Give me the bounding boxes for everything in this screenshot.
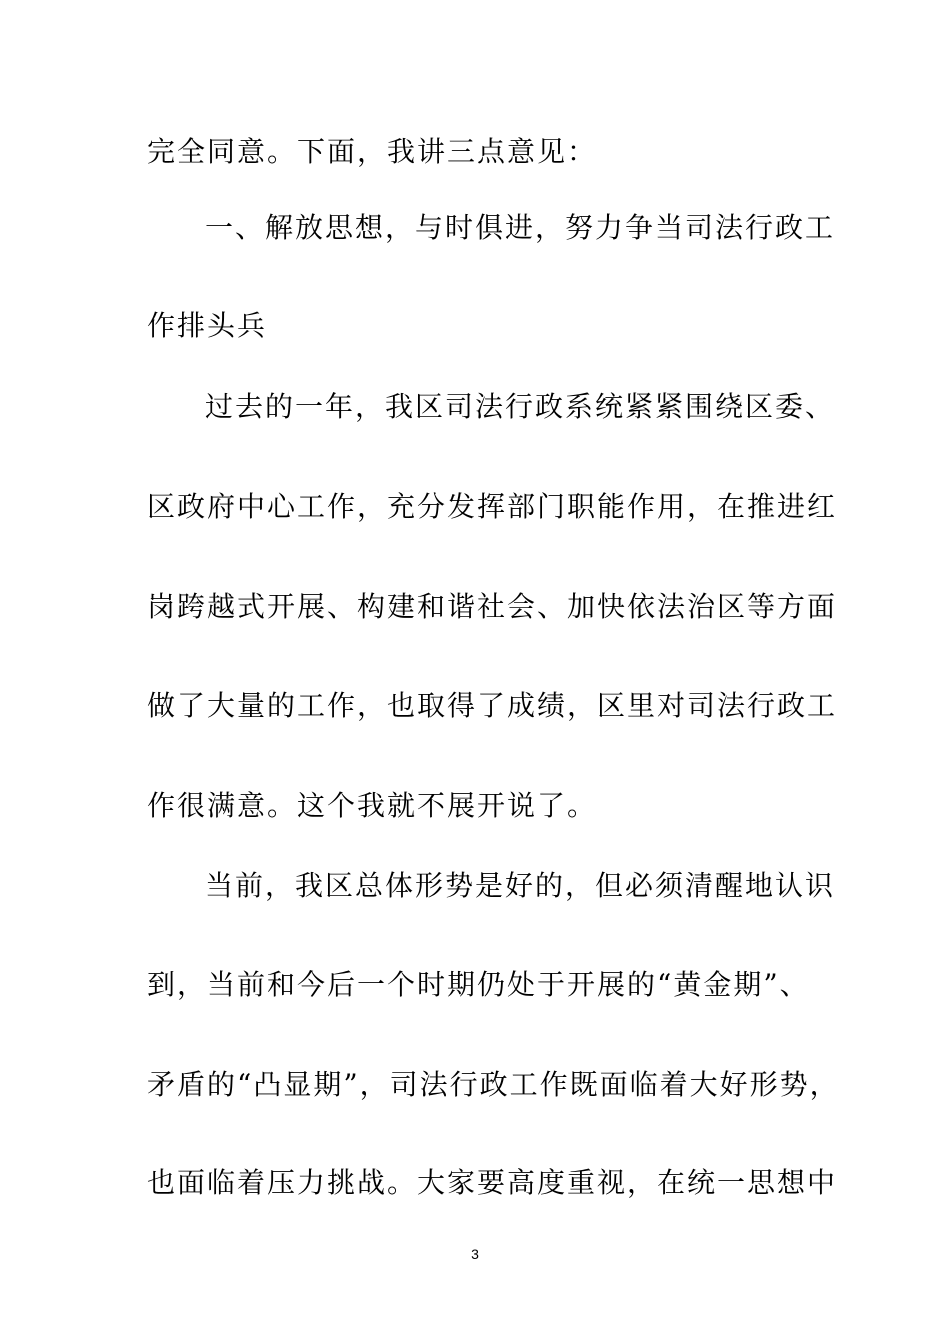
text-line-11: 矛盾的“凸显期”，司法行政工作既面临着大好形势， bbox=[147, 1068, 840, 1101]
text-line-8: 作很满意。这个我就不展开说了。 bbox=[147, 789, 598, 822]
section-heading-line-1: 一、解放思想，与时俱进，努力争当司法行政工 bbox=[205, 211, 836, 244]
text-line-9: 当前，我区总体形势是好的，但必须清醒地认识 bbox=[205, 869, 836, 902]
text-line-12: 也面临着压力挑战。大家要高度重视，在统一思想中 bbox=[147, 1166, 838, 1199]
section-heading-line-2: 作排头兵 bbox=[147, 309, 268, 342]
text-line-5: 区政府中心工作，充分发挥部门职能作用，在推进红 bbox=[147, 490, 838, 523]
text-line-7: 做了大量的工作，也取得了成绩，区里对司法行政工 bbox=[147, 689, 838, 722]
text-line-6: 岗跨越式开展、构建和谐社会、加快依法治区等方面 bbox=[147, 590, 838, 623]
page-number: 3 bbox=[471, 1246, 479, 1262]
text-line-10: 到，当前和今后一个时期仍处于开展的“黄金期”、 bbox=[147, 968, 810, 1001]
text-line-4: 过去的一年，我区司法行政系统紧紧围绕区委、 bbox=[205, 390, 836, 423]
text-line-1: 完全同意。下面，我讲三点意见： bbox=[147, 135, 598, 168]
